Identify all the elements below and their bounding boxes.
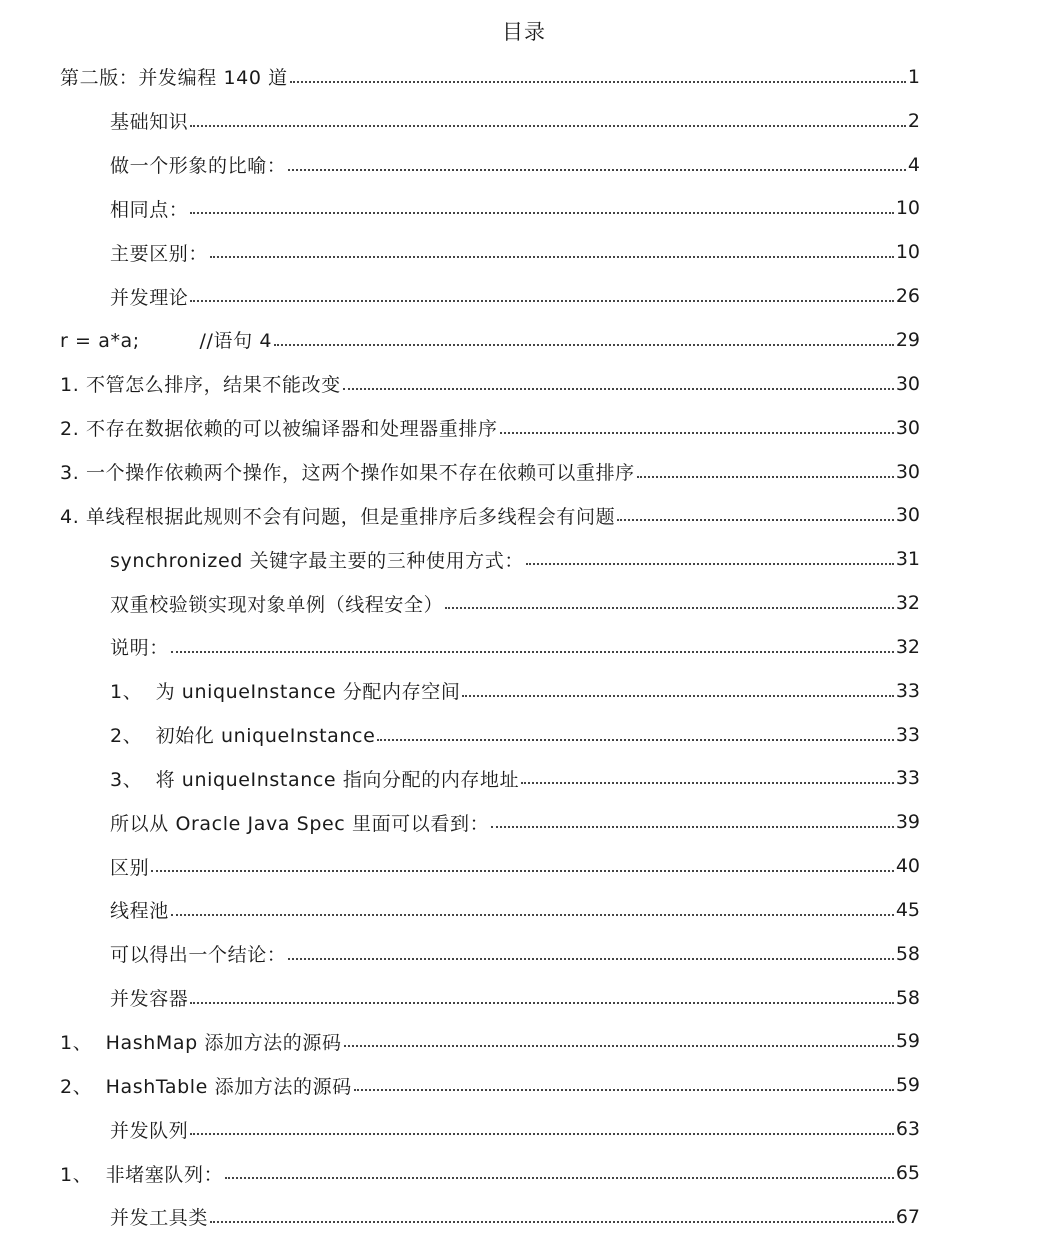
toc-entry[interactable]	[0, 976, 1048, 1020]
toc-entry[interactable]	[0, 318, 1048, 362]
dot-leader	[190, 300, 893, 302]
toc-entry-page-number: 10	[895, 241, 920, 264]
toc-entry[interactable]	[0, 581, 1048, 625]
toc-entry-page-number: 58	[895, 942, 920, 965]
toc-entry-text: r = a*a; //语句 4	[60, 330, 273, 353]
toc-entry-text: 1、 为 uniqueInstance 分配内存空间	[110, 681, 461, 704]
dot-leader	[343, 388, 894, 390]
toc-entry[interactable]	[0, 493, 1048, 537]
toc-entry-text: 2、 初始化 uniqueInstance	[110, 725, 376, 748]
toc-entry-page-number: 39	[895, 811, 920, 834]
toc-entry[interactable]	[0, 537, 1048, 581]
toc-entry-text: synchronized 关键字最主要的三种使用方式：	[110, 549, 524, 572]
toc-entry-page-number: 2	[907, 109, 920, 132]
toc-entry-page-number: 33	[895, 767, 920, 790]
dot-leader	[637, 476, 894, 478]
toc-entry[interactable]	[0, 1195, 1048, 1239]
toc-entry[interactable]	[0, 143, 1048, 187]
toc-entry-text: 并发工具类	[110, 1207, 209, 1230]
toc-entry-text: 并发容器	[110, 988, 189, 1011]
toc-entry[interactable]	[0, 625, 1048, 669]
toc-entry-page-number: 30	[895, 504, 920, 527]
toc-entry-text: 说明：	[110, 637, 169, 660]
toc-entry-page-number: 26	[895, 285, 920, 308]
dot-leader	[526, 563, 894, 565]
toc-entry-page-number: 58	[895, 986, 920, 1009]
toc-entry-text: 3、 将 uniqueInstance 指向分配的内存地址	[110, 768, 520, 791]
toc-entry[interactable]	[0, 450, 1048, 494]
toc-title: 目录	[502, 20, 546, 44]
toc-entry[interactable]	[0, 1063, 1048, 1107]
dot-leader	[617, 519, 894, 521]
toc-entry[interactable]	[0, 187, 1048, 231]
toc-entry-page-number: 40	[895, 855, 920, 878]
toc-entry-page-number: 65	[895, 1162, 920, 1185]
toc-entry-page-number: 32	[895, 635, 920, 658]
toc-entry[interactable]	[0, 1020, 1048, 1064]
toc-entry-text: 第二版：并发编程 140 道	[60, 67, 288, 90]
toc-entry-text: 相同点：	[110, 198, 189, 221]
dot-leader	[190, 212, 893, 214]
toc-entry[interactable]	[0, 55, 1048, 99]
toc-entry-page-number: 30	[895, 372, 920, 395]
toc-entry[interactable]	[0, 99, 1048, 143]
toc-entry[interactable]	[0, 1107, 1048, 1151]
dot-leader	[290, 81, 906, 83]
toc-entry-page-number: 31	[895, 548, 920, 571]
toc-entry-page-number: 4	[907, 153, 920, 176]
toc-entry-text: 2. 不存在数据依赖的可以被编译器和处理器重排序	[60, 418, 498, 441]
toc-entry-page-number: 32	[895, 592, 920, 615]
dot-leader	[210, 1221, 894, 1223]
toc-entry-page-number: 33	[895, 723, 920, 746]
toc-entry[interactable]	[0, 406, 1048, 450]
toc-entry-text: 4. 单线程根据此规则不会有问题，但是重排序后多线程会有问题	[60, 505, 616, 528]
toc-entry[interactable]	[0, 362, 1048, 406]
toc-entry-text: 并发队列	[110, 1119, 189, 1142]
dot-leader	[171, 914, 894, 916]
dot-leader	[288, 169, 906, 171]
toc-entry-page-number: 63	[895, 1118, 920, 1141]
toc-entry[interactable]	[0, 1151, 1048, 1195]
toc-entry[interactable]	[0, 800, 1048, 844]
toc-entry-page-number: 30	[895, 416, 920, 439]
toc-entry-page-number: 59	[895, 1030, 920, 1053]
toc-entry-page-number: 29	[895, 328, 920, 351]
dot-leader	[491, 826, 894, 828]
dot-leader	[344, 1045, 894, 1047]
toc-entry[interactable]	[0, 713, 1048, 757]
toc-entry[interactable]	[0, 757, 1048, 801]
toc-entry-text: 2、 HashTable 添加方法的源码	[60, 1075, 352, 1098]
toc-entry[interactable]	[0, 274, 1048, 318]
toc-entry-page-number: 33	[895, 679, 920, 702]
toc-entry[interactable]	[0, 932, 1048, 976]
toc-entry-text: 做一个形象的比喻：	[110, 155, 287, 178]
toc-entry-text: 3. 一个操作依赖两个操作，这两个操作如果不存在依赖可以重排序	[60, 462, 635, 485]
toc-entry-text: 1、 HashMap 添加方法的源码	[60, 1031, 342, 1054]
toc-list	[0, 55, 1048, 1239]
toc-entry-text: 1、 非堵塞队列：	[60, 1163, 224, 1186]
dot-leader	[521, 782, 894, 784]
dot-leader	[190, 1133, 893, 1135]
toc-entry[interactable]	[0, 888, 1048, 932]
toc-entry-text: 区别	[110, 856, 150, 879]
dot-leader	[274, 344, 894, 346]
toc-entry-text: 线程池	[110, 900, 169, 923]
toc-entry-text: 并发理论	[110, 286, 189, 309]
toc-entry-page-number: 45	[895, 898, 920, 921]
toc-entry-page-number: 67	[895, 1205, 920, 1228]
toc-entry-page-number: 10	[895, 197, 920, 220]
dot-leader	[288, 958, 893, 960]
toc-entry-page-number: 1	[907, 65, 920, 88]
dot-leader	[190, 125, 906, 127]
toc-entry-text: 主要区别：	[110, 242, 209, 265]
dot-leader	[354, 1089, 894, 1091]
toc-entry[interactable]	[0, 669, 1048, 713]
dot-leader	[151, 870, 894, 872]
toc-entry-text: 基础知识	[110, 111, 189, 134]
dot-leader	[171, 651, 894, 653]
dot-leader	[462, 695, 893, 697]
dot-leader	[225, 1177, 894, 1179]
dot-leader	[190, 1002, 893, 1004]
dot-leader	[210, 256, 894, 258]
toc-entry-page-number: 30	[895, 460, 920, 483]
toc-entry-text: 1. 不管怎么排序，结果不能改变	[60, 374, 341, 397]
toc-entry[interactable]	[0, 844, 1048, 888]
toc-entry-text: 所以从 Oracle Java Spec 里面可以看到：	[110, 812, 490, 835]
dot-leader	[377, 739, 893, 741]
toc-entry-page-number: 59	[895, 1074, 920, 1097]
toc-entry[interactable]	[0, 230, 1048, 274]
dot-leader	[500, 432, 894, 434]
toc-entry-text: 可以得出一个结论：	[110, 944, 287, 967]
toc-entry-text: 双重校验锁实现对象单例（线程安全）	[110, 593, 444, 616]
dot-leader	[445, 607, 894, 609]
